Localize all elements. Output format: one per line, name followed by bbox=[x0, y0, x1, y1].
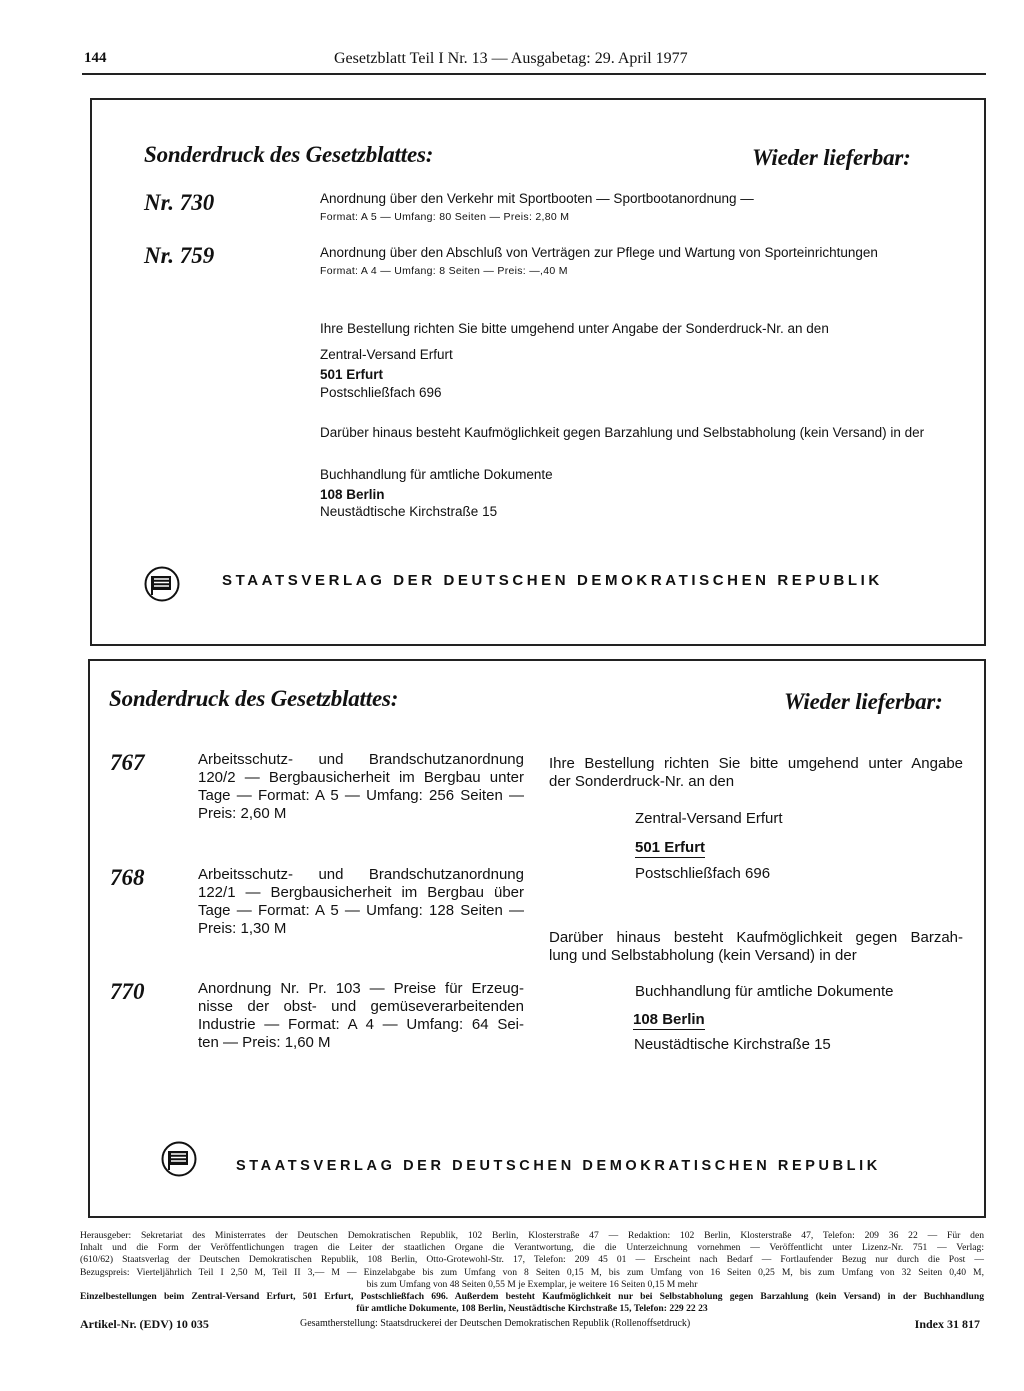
box2-item-number: 770 bbox=[110, 979, 145, 1004]
box1-item-title: Anordnung über den Verkehr mit Sportbooten — Sportbootanordnung — bbox=[320, 191, 754, 206]
imprint-line: Einzelbestellungen beim Zentral-Versand Erfurt, 501 Erfurt, Postschließfach 696. Außerdem besteht Kaufmöglichkeit nur bei Selbstabholung gegen Barzahlung (kein Versand) in der Buchhandlung bbox=[80, 1291, 984, 1303]
staatsverlag-logo-icon bbox=[161, 1141, 197, 1182]
box1-address1-city: 501 Erfurt bbox=[320, 367, 384, 382]
footer-row bbox=[80, 1317, 984, 1335]
imprint-line: Bezugspreis: Vierteljährlich Teil I 2,50 M, Teil II 3,— M — Einzelabgabe bis zum Umfang von 8 Seiten 0,15 M, bis zum Umfang von 16 Seiten 0,25 M, bis zum Umfang von 32 Seiten 0,40 M, bbox=[80, 1266, 984, 1278]
box1-address1-street: Postschließfach 696 bbox=[320, 385, 442, 400]
box2-title: Sonderdruck des Gesetzblattes: bbox=[109, 686, 399, 711]
imprint bbox=[80, 1230, 984, 1315]
imprint-line: (610/62) Staatsverlag der Deutschen Demokratischen Republik, 108 Berlin, Otto-Grotewohl-Str. 17, Telefon: 209 45 01 — Erscheint nach Bedarf — Fortlaufender Bezug nur durch die Post — bbox=[80, 1254, 984, 1266]
item-line: Preis: 2,60 M bbox=[198, 805, 287, 822]
order-note-line: Ihre Bestellung richten Sie bitte umgehend unter Angabe bbox=[549, 755, 963, 772]
imprint-line: Herausgeber: Sekretariat des Ministerrates der Deutschen Demokratischen Republik, 102 Berlin, Klosterstraße 47 — Redaktion: 102 Berlin, Klosterstraße 47, Telefon: 209 36 22 — Für den bbox=[80, 1230, 984, 1241]
box2-address2-city: 108 Berlin bbox=[633, 1011, 705, 1028]
index-number: Index 31 817 bbox=[914, 1317, 980, 1331]
box1-publisher: STAATSVERLAG DER DEUTSCHEN DEMOKRATISCHEN REPUBLIK bbox=[222, 572, 883, 589]
item-line: ten — Preis: 1,60 M bbox=[198, 1034, 331, 1051]
box1-item-number: Nr. 730 bbox=[144, 190, 215, 215]
running-head: Gesetzblatt Teil I Nr. 13 — Ausgabetag: 29. April 1977 bbox=[334, 50, 688, 67]
purchase-note-line: Darüber hinaus besteht Kaufmöglichkeit gegen Barzah- bbox=[549, 929, 963, 946]
box1-item-meta: Format: A 4 — Umfang: 8 Seiten — Preis: —,40 M bbox=[320, 265, 568, 277]
item-line: nisse der obst- und gemüseverarbeitenden bbox=[198, 998, 524, 1015]
advertisement-box-1 bbox=[90, 98, 986, 646]
item-line: Industrie — Format: A 4 — Umfang: 64 Sei- bbox=[198, 1016, 524, 1033]
purchase-note-line: lung und Selbstabholung (kein Versand) in der bbox=[549, 947, 857, 964]
item-line: Anordnung Nr. Pr. 103 — Preise für Erzeug- bbox=[198, 980, 524, 997]
box1-address2-city: 108 Berlin bbox=[320, 487, 385, 502]
order-note-line: der Sonderdruck-Nr. an den bbox=[549, 773, 735, 790]
item-line: 122/1 — Bergbausicherheit im Bergbau über bbox=[198, 884, 524, 901]
item-line: 120/2 — Bergbausicherheit im Bergbau unter bbox=[198, 769, 524, 786]
imprint-line: Inhalt und die Form der Veröffentlichungen tragen die Leiter der staatlichen Organe die Verantwortung, die die Unterzeichnung vornehmen — Veröffentlicht unter Lizenz-Nr. 751 — Verlag: bbox=[80, 1242, 984, 1254]
box2-item-number: 768 bbox=[110, 865, 145, 890]
page-number: 144 bbox=[84, 50, 107, 66]
printer-note: Gesamtherstellung: Staatsdruckerei der Deutschen Demokratischen Republik (Rollenoffsetdruck) bbox=[300, 1318, 691, 1329]
box1-availability: Wieder lieferbar: bbox=[752, 145, 911, 170]
box1-address2-name: Buchhandlung für amtliche Dokumente bbox=[320, 467, 553, 482]
box1-title: Sonderdruck des Gesetzblattes: bbox=[144, 142, 434, 167]
box1-order-note: Ihre Bestellung richten Sie bitte umgehend unter Angabe der Sonderdruck-Nr. an den bbox=[320, 321, 829, 336]
box1-item-meta: Format: A 5 — Umfang: 80 Seiten — Preis: 2,80 M bbox=[320, 211, 570, 223]
box2-purchase-note bbox=[549, 929, 963, 965]
box2-availability: Wieder lieferbar: bbox=[784, 689, 943, 714]
box1-address2-street: Neustädtische Kirchstraße 15 bbox=[320, 504, 498, 519]
item-line: Tage — Format: A 5 — Umfang: 128 Seiten — bbox=[198, 902, 524, 919]
item-line: Arbeitsschutz- und Brandschutzanordnung bbox=[198, 751, 524, 768]
item-line: Tage — Format: A 5 — Umfang: 256 Seiten — bbox=[198, 787, 524, 804]
box2-address1-city: 501 Erfurt bbox=[635, 839, 706, 856]
header-rule bbox=[82, 73, 986, 75]
box2-address1-street: Postschließfach 696 bbox=[635, 865, 771, 882]
box2-publisher: STAATSVERLAG DER DEUTSCHEN DEMOKRATISCHEN REPUBLIK bbox=[236, 1158, 881, 1174]
box2-item-text bbox=[198, 980, 524, 1052]
imprint-line: für amtliche Dokumente, 108 Berlin, Neustädtische Kirchstraße 15, Telefon: 229 22 23 bbox=[356, 1303, 708, 1315]
box2-item-number: 767 bbox=[110, 750, 145, 775]
box2-item-text bbox=[198, 866, 524, 938]
box2-address2-name: Buchhandlung für amtliche Dokumente bbox=[635, 983, 894, 1000]
box2-address2-street: Neustädtische Kirchstraße 15 bbox=[634, 1036, 831, 1053]
box1-address1-name: Zentral-Versand Erfurt bbox=[320, 347, 453, 362]
box1-item-number: Nr. 759 bbox=[144, 243, 215, 268]
box2-item-text bbox=[198, 751, 524, 823]
imprint-line: bis zum Umfang von 48 Seiten 0,55 M je Exemplar, je weitere 16 Seiten 0,15 M mehr bbox=[366, 1278, 698, 1290]
box1-purchase-note: Darüber hinaus besteht Kaufmöglichkeit gegen Barzahlung und Selbstabholung (kein Versand) in der bbox=[320, 425, 925, 440]
staatsverlag-logo-icon bbox=[144, 566, 180, 607]
box2-order-note bbox=[549, 755, 963, 791]
box2-address1-name: Zentral-Versand Erfurt bbox=[635, 810, 783, 827]
box1-item-title: Anordnung über den Abschluß von Verträgen zur Pflege und Wartung von Sporteinrichtungen bbox=[320, 245, 878, 260]
article-number: Artikel-Nr. (EDV) 10 035 bbox=[80, 1317, 209, 1331]
item-line: Arbeitsschutz- und Brandschutzanordnung bbox=[198, 866, 524, 883]
item-line: Preis: 1,30 M bbox=[198, 920, 287, 937]
